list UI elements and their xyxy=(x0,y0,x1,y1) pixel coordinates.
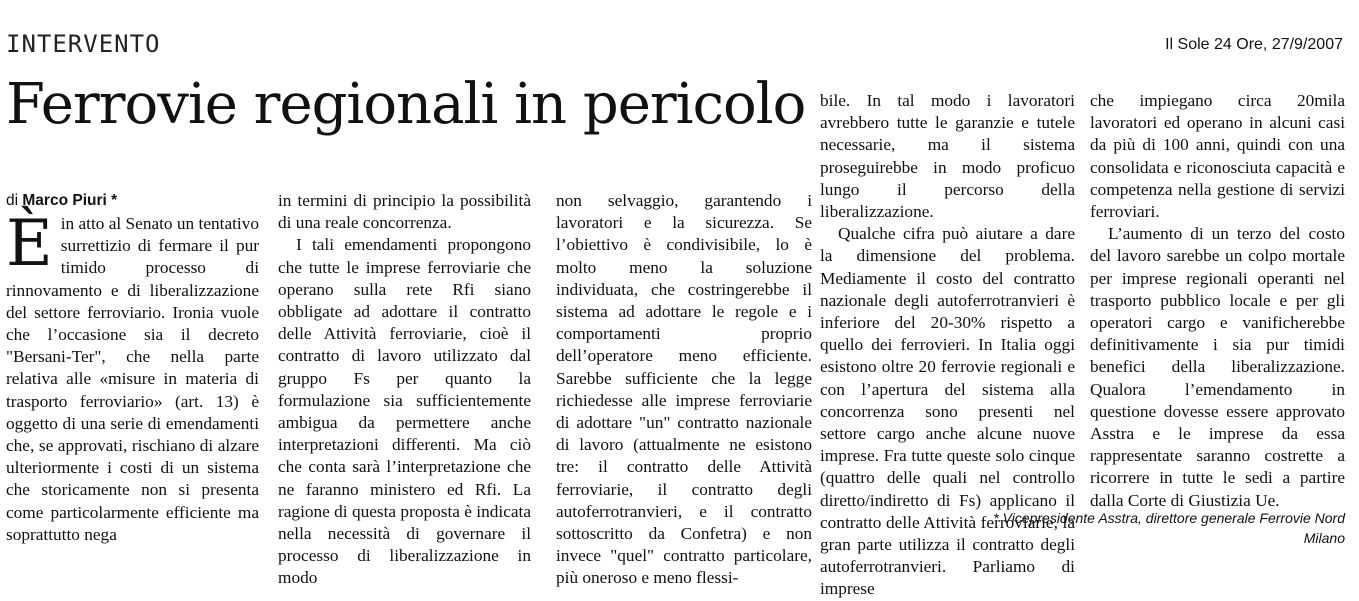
author-name: Marco Piuri xyxy=(22,192,107,209)
article-column-2 xyxy=(278,190,531,588)
paragraph-2: in termini di principio la possibilità di una reale concorrenza. xyxy=(278,191,531,233)
section-kicker: INTERVENTO xyxy=(6,30,161,58)
paragraph-7: che impiegano circa 20mila lavoratori ed operano in alcuni casi da più di 100 anni, quindi con una consolidata e riconosciuta capacità e competenza nella gestione di servizi ferroviari. xyxy=(1090,91,1345,222)
source-citation: Il Sole 24 Ore, 27/9/2007 xyxy=(1165,36,1343,53)
drop-cap: È xyxy=(6,207,53,281)
paragraph-4: non selvaggio, garantendo i lavoratori e la sicurezza. Se l’obiettivo è condivisibile, lo è molto meno la soluzione individuata, che costringerebbe il sistema ad adottare le regole e i comportamenti proprio dell’operatore meno efficiente. Sarebbe sufficiente che la legge richiedesse alle imprese ferroviarie di adottare "un" contratto nazionale di lavoro (attualmente ne esistono tre: il contratto delle Attività ferroviarie, il contratto degli autoferrotranvieri, e il contratto sottoscritto da Confetra) e non invece "quel" contratto particolare, più oneroso e meno flessi- xyxy=(556,191,812,588)
article-column-5 xyxy=(1090,90,1345,510)
paragraph-3: I tali emendamenti propongono che tutte le imprese ferroviarie che operano sulla rete Rfi siano obbligate ad adottare il contratto delle Attività ferroviarie, cioè il contratto di lavoro utilizzato dal gruppo Fs per quanto la formulazione sia sufficientemente ambigua da permettere anche interpretazioni differenti. Ma ciò che conta sarà l’interpretazione che ne faranno ministero ed Rfi. La ragione di questa proposta è indicata nella necessità di governare il processo di liberalizzazione in modo xyxy=(278,235,531,588)
paragraph-5: bile. In tal modo i lavoratori avrebbero tutte le garanzie e tutele necessarie, ma il sistema proseguirebbe in modo proficuo lungo il percorso della liberalizzazione. xyxy=(820,91,1075,222)
headline: Ferrovie regionali in pericolo xyxy=(6,72,806,137)
author-mark: * xyxy=(111,192,118,209)
paragraph-1: in atto al Senato un tentativo surrettizio di fermare il pur timido processo di rinnovamento e di liberalizzazione del settore ferroviario. Ironia vuole che l’occasione sia il decreto "Bersani-Ter", che nella parte relativa alle «misure in materia di trasporto ferroviario» (art. 13) è oggetto di una serie di emendamenti che, se approvati, rischiano di alzare ulteriormente i costi di un sistema che storicamente non si presenta come particolarmente efficiente ma soprattutto nega xyxy=(6,214,259,544)
paragraph-6: Qualche cifra può aiutare a dare la dimensione del problema. Mediamente il costo del contratto nazionale degli autoferrotranvieri è inferiore del 20-30% rispetto a quello dei ferrovieri. In Italia oggi esistono oltre 20 ferrovie regionali e con l’apertura del sistema alla concorrenza sono presenti nel settore cargo anche alcune nuove imprese. Fra tutte queste solo cinque (quattro delle quali nel controllo diretto/indiretto di Fs) applicano il contratto delle Attività ferroviarie, la gran parte utilizza il contratto degli autoferrotranvieri. Parliamo di imprese xyxy=(820,224,1075,599)
byline-prefix: di xyxy=(6,192,19,209)
article-column-3 xyxy=(556,190,812,588)
author-note: * Vicepresidente Asstra, direttore generale Ferrovie Nord Milano xyxy=(993,510,1345,546)
article-column-1 xyxy=(6,207,259,544)
article-column-4 xyxy=(820,90,1075,599)
paragraph-8: L’aumento di un terzo del costo del lavoro sarebbe un colpo mortale per imprese regionali operanti nel trasporto pubblico locale e per gli operatori cargo e vanificherebbe definitivamente i sia pur timidi benefici della liberalizzazione. Qualora l’emendamento in questione dovesse essere approvato Asstra e le imprese da essa rappresentate saranno costrette a ricorrere in tutte le sedi a partire dalla Corte di Giustizia Ue. xyxy=(1090,224,1345,510)
